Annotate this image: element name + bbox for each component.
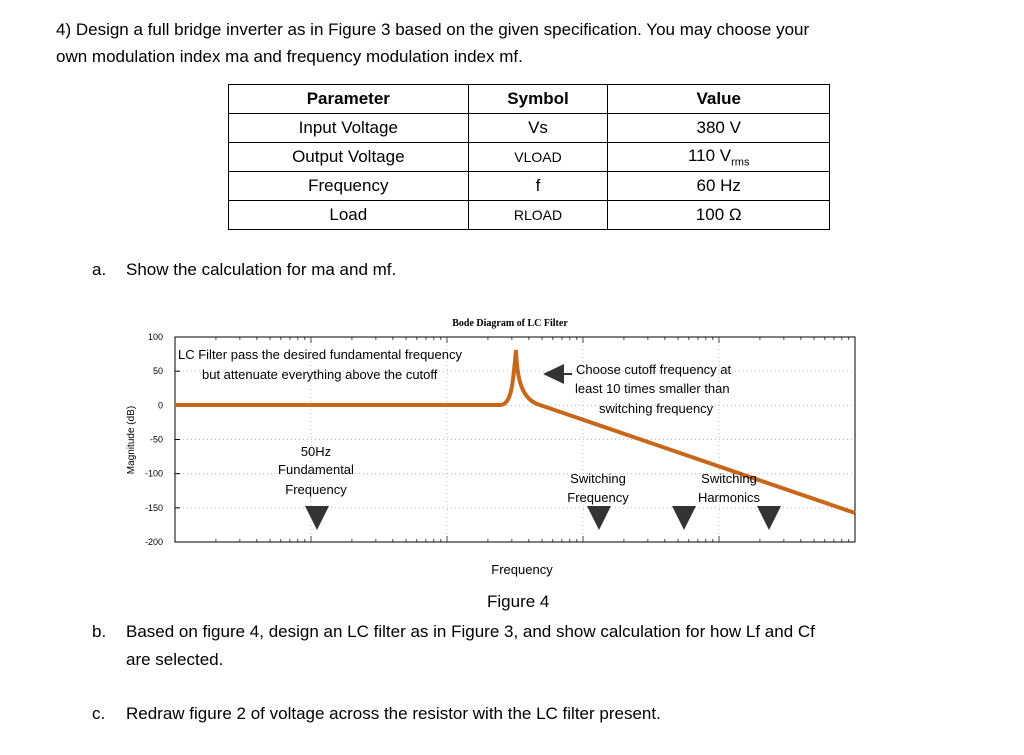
part-b <box>92 618 912 674</box>
question-line-2: own modulation index ma and frequency modulation index mf. <box>56 47 523 66</box>
header-symbol: Symbol <box>468 85 608 114</box>
table-row <box>229 201 830 230</box>
fundamental-marker-icon <box>305 506 329 530</box>
callout-left-line-2: but attenuate everything above the cutoff <box>202 367 438 382</box>
value-cell: 380 V <box>608 114 830 143</box>
part-a <box>92 256 912 284</box>
figure-caption: Figure 4 <box>487 592 550 611</box>
marker-fund-line-2: Fundamental <box>278 462 354 477</box>
part-b-text <box>126 618 906 674</box>
callout-arrow-icon <box>543 364 564 384</box>
marker-sw-line-2: Frequency <box>567 490 629 505</box>
y-tick-label: -50 <box>149 434 163 445</box>
harmonic-marker-icon <box>757 506 781 530</box>
y-axis-label: Magnitude (dB) <box>126 405 137 475</box>
param-cell: Input Voltage <box>229 114 469 143</box>
x-axis-label: Frequency <box>491 562 553 577</box>
header-value: Value <box>608 85 830 114</box>
table-row <box>229 114 830 143</box>
marker-fund-line-3: Frequency <box>285 482 347 497</box>
header-parameter: Parameter <box>229 85 469 114</box>
part-b-label: b. <box>92 622 107 641</box>
switching-marker-icon <box>587 506 611 530</box>
part-c <box>92 700 912 728</box>
table-row <box>229 143 830 172</box>
harmonic-marker-icon <box>672 506 696 530</box>
param-cell: Frequency <box>229 172 469 201</box>
symbol-text: VLOAD <box>514 149 562 165</box>
marker-harm-line-1: Switching <box>701 471 757 486</box>
spec-table <box>228 84 830 230</box>
value-text: 110 V <box>687 145 732 165</box>
y-tick-label: 100 <box>147 332 163 342</box>
part-a-text: Show the calculation for ma and mf. <box>126 260 397 279</box>
symbol-cell <box>468 201 608 230</box>
y-tick-label: -100 <box>144 468 163 479</box>
value-cell: 100 Ω <box>608 201 830 230</box>
part-c-label: c. <box>92 704 106 723</box>
y-tick-label: -200 <box>144 537 163 547</box>
table-row <box>229 172 830 201</box>
value-cell <box>608 143 830 172</box>
y-tick-label: -150 <box>144 502 163 513</box>
value-subscript: rms <box>731 156 750 169</box>
y-tick-label: 50 <box>152 366 163 377</box>
y-tick-label: 0 <box>157 400 163 411</box>
part-b-line-1: Based on figure 4, design an LC filter as in Figure 3, and show calculation for how Lf and Cf <box>126 622 815 641</box>
symbol-text: RLOAD <box>513 207 563 223</box>
spec-table-header <box>229 85 830 114</box>
part-b-line-2: are selected. <box>126 650 224 669</box>
symbol-cell: Vs <box>468 114 608 143</box>
part-c-text: Redraw figure 2 of voltage across the resistor with the LC filter present. <box>126 704 661 723</box>
marker-sw-line-1: Switching <box>570 471 626 486</box>
callout-right-line-2: least 10 times smaller than <box>575 381 730 396</box>
part-a-label: a. <box>92 260 107 279</box>
question-text <box>56 16 956 70</box>
question-line-1: 4) Design a full bridge inverter as in Figure 3 based on the given specification. You may choose your <box>56 20 810 39</box>
symbol-cell: f <box>468 172 608 201</box>
marker-harm-line-2: Harmonics <box>697 490 761 505</box>
param-cell: Load <box>229 201 469 230</box>
symbol-cell <box>468 143 608 172</box>
value-cell: 60 Hz <box>608 172 830 201</box>
callout-right-line-3: switching frequency <box>599 401 714 416</box>
chart-title: Bode Diagram of LC Filter <box>452 318 568 329</box>
callout-left-line-1: LC Filter pass the desired fundamental frequency <box>178 347 462 362</box>
callout-right-line-1: Choose cutoff frequency at <box>576 362 732 377</box>
param-cell: Output Voltage <box>229 143 469 172</box>
marker-fund-line-1: 50Hz <box>300 444 332 459</box>
bode-figure <box>120 310 860 585</box>
